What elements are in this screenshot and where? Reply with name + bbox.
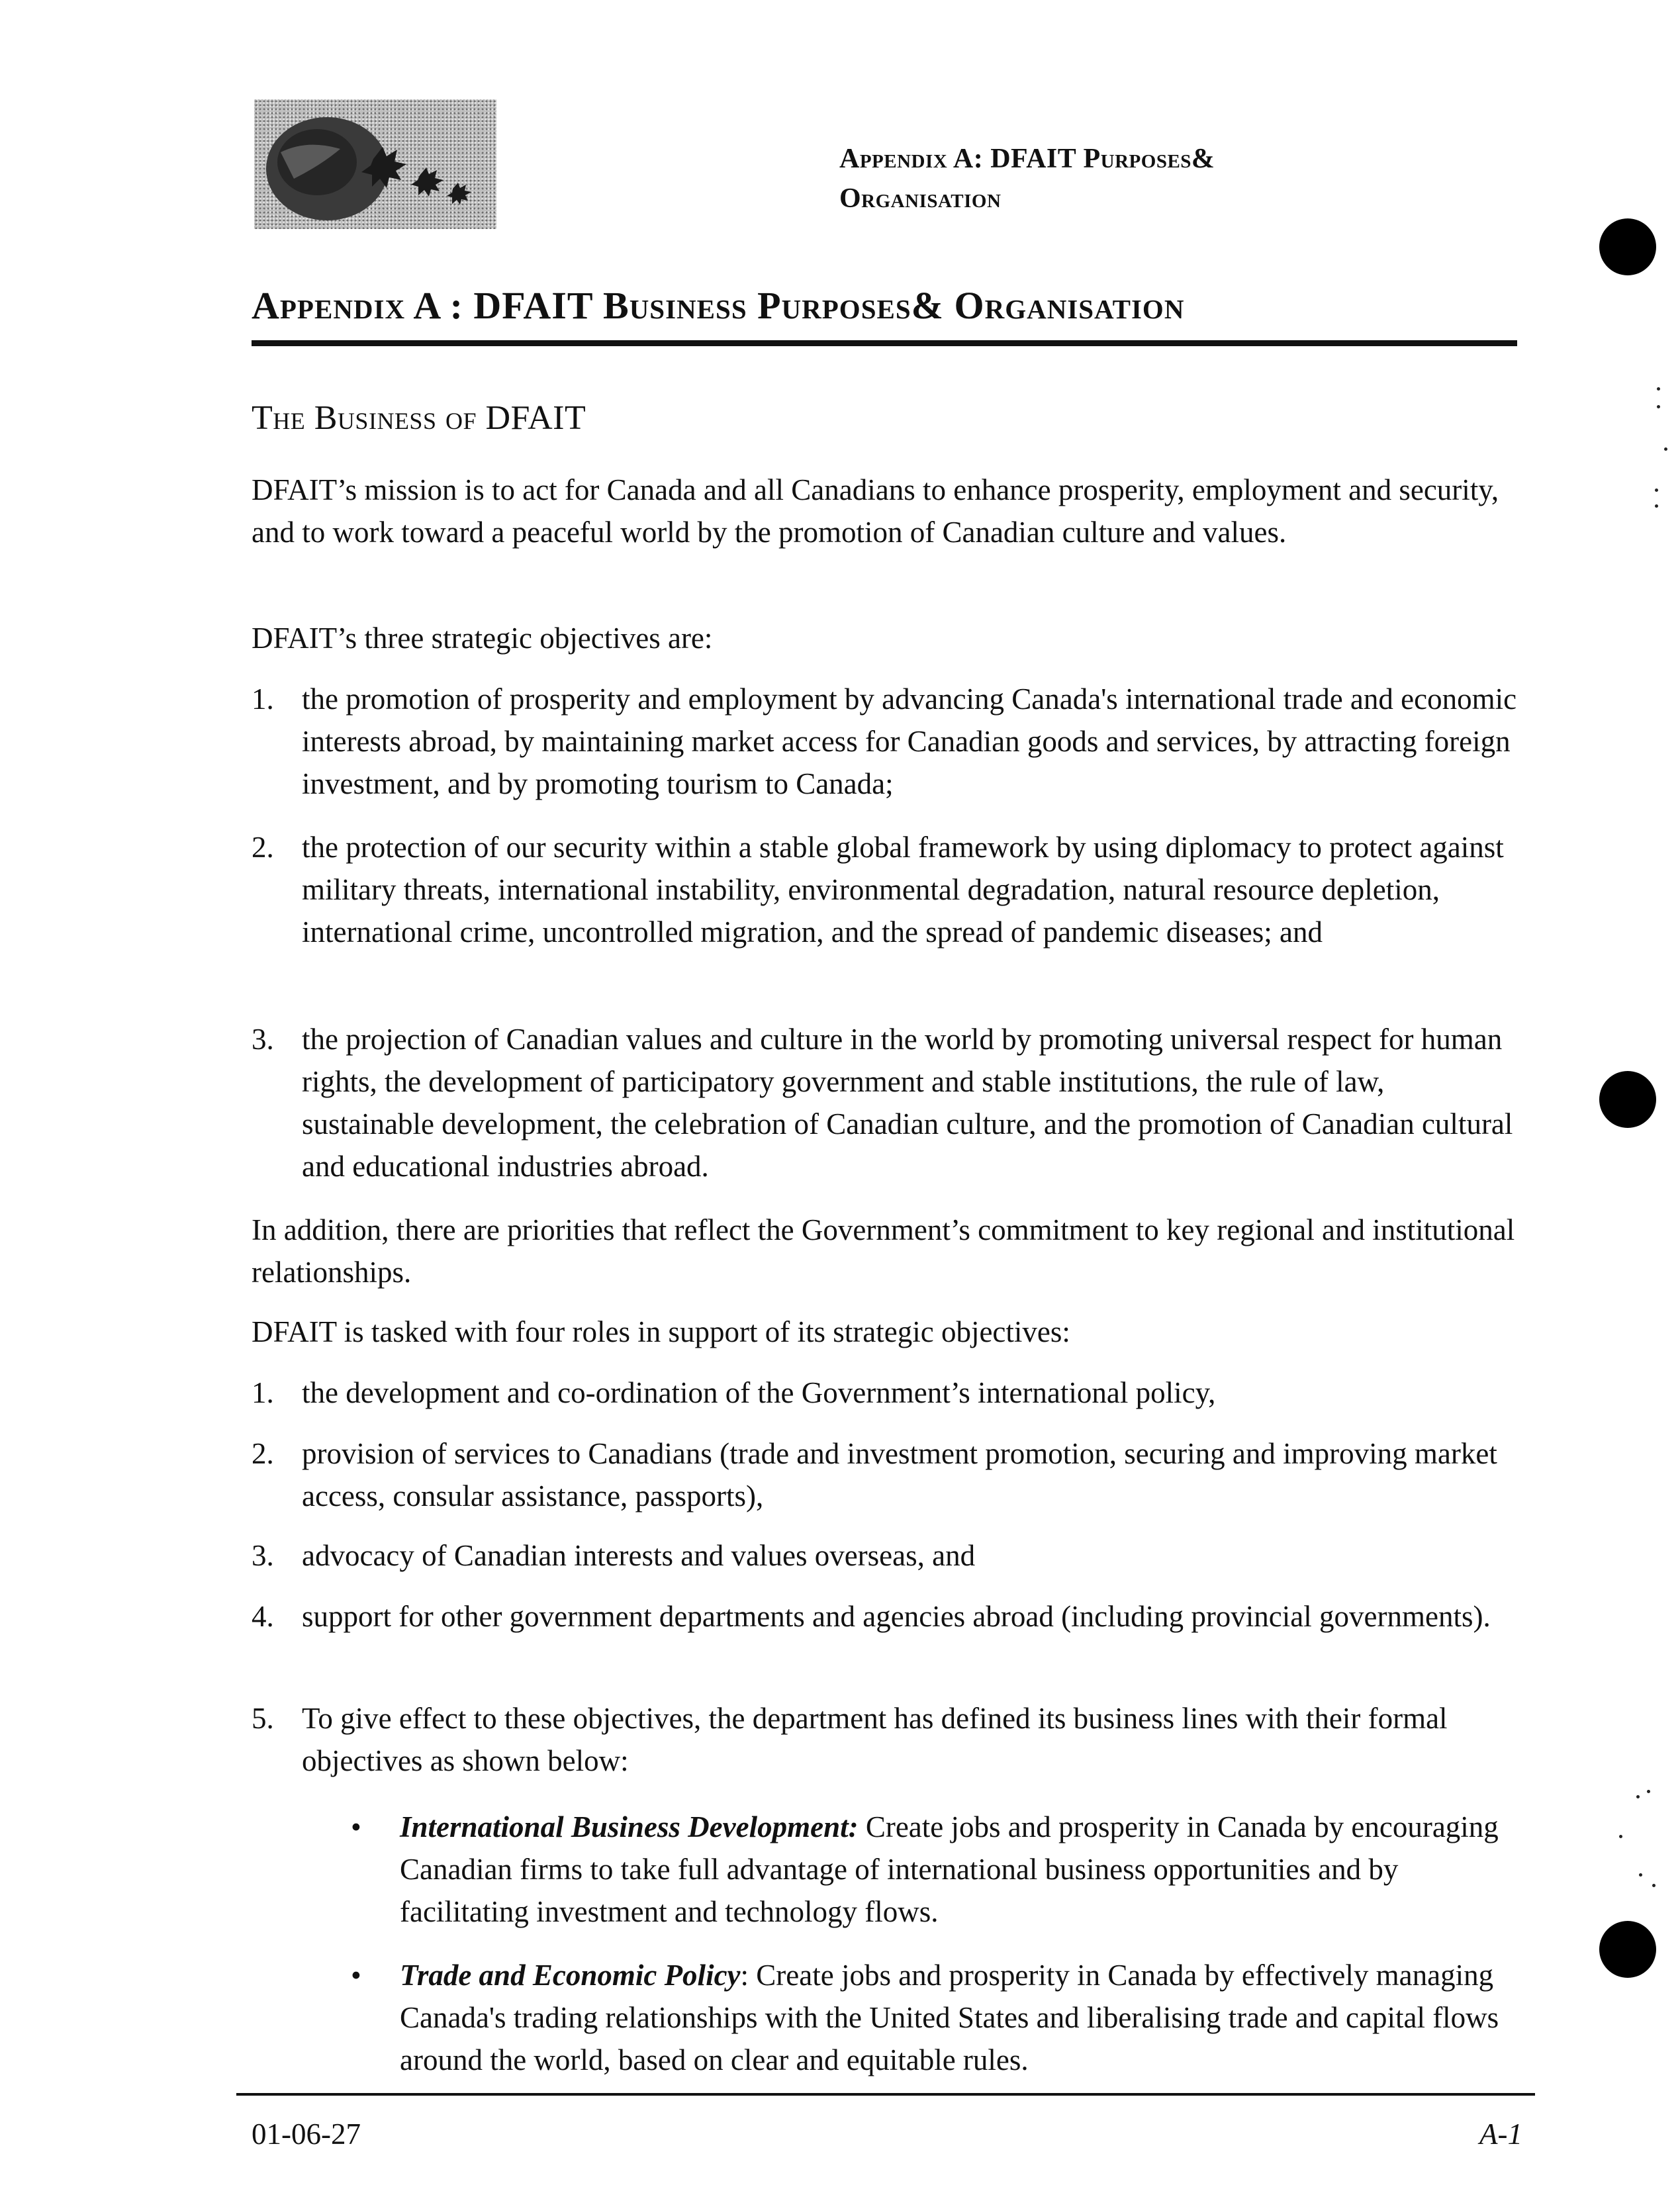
- list-item-text: the protection of our security within a stable global framework by using diplomacy to protect against military threats, international instability, environmental degradation, natural resource depletion, international crime, uncontrolled migration, and the spread of pandemic diseases; and: [302, 831, 1504, 949]
- scan-speck: [1657, 405, 1660, 408]
- list-item-text: support for other government departments and agencies abroad (including provincial governments).: [302, 1600, 1491, 1633]
- roles-intro: DFAIT is tasked with four roles in support of its strategic objectives:: [252, 1315, 1070, 1348]
- list-number: 5.: [252, 1702, 274, 1735]
- business-line-text: [400, 1954, 1512, 2081]
- punch-hole: [1599, 1921, 1656, 1978]
- page-number: A-1: [1479, 2117, 1522, 2151]
- title-rule-divider: [252, 340, 1517, 346]
- list-item-text: the projection of Canadian values and culture in the world by promoting universal respect for human rights, the development of participatory government and stable institutions, the rule of law, sustainable development, the celebration of Canadian culture, and the promotion of Canadian cultural and educational industries abroad.: [302, 1023, 1513, 1183]
- punch-hole: [1599, 218, 1656, 275]
- business-line-description: Create jobs and prosperity in Canada by encouraging Canadian firms to take full advantage of international business opportunities and by facilitating investment and technology flows.: [400, 1810, 1499, 1928]
- punch-hole: [1599, 1071, 1656, 1128]
- business-line-description: : Create jobs and prosperity in Canada by effectively managing Canada's trading relationships with the United States and liberalising trade and capital flows around the world, based on clear and equitable rules.: [400, 1959, 1499, 2076]
- bullet-icon: •: [351, 1959, 361, 1992]
- running-header-line-1: Appendix A: DFAIT Purposes&: [839, 144, 1215, 174]
- bullet-icon: •: [351, 1810, 361, 1843]
- scan-speck: [1657, 387, 1660, 391]
- footer-date: 01-06-27: [252, 2117, 361, 2151]
- list-number: 1.: [252, 682, 274, 716]
- list-number: 2.: [252, 1437, 274, 1470]
- section-heading: The Business of DFAIT: [252, 399, 586, 437]
- list-number: 3.: [252, 1539, 274, 1572]
- department-logo: [254, 99, 496, 229]
- business-line-text: [400, 1806, 1512, 1933]
- footer-rule-divider: [236, 2093, 1535, 2096]
- scan-speck: [1655, 489, 1658, 492]
- scan-speck: [1652, 1884, 1656, 1887]
- scan-speck: [1639, 1873, 1642, 1877]
- scan-speck: [1664, 447, 1667, 451]
- running-header-line-2: Organisation: [839, 183, 1002, 214]
- priorities-paragraph: In addition, there are priorities that reflect the Government’s commitment to key regional and institutional relationships.: [252, 1213, 1515, 1289]
- list-item-text: the development and co-ordination of the Government’s international policy,: [302, 1376, 1216, 1409]
- scan-speck: [1655, 504, 1658, 508]
- list-item-text: advocacy of Canadian interests and values overseas, and: [302, 1539, 976, 1572]
- list-number: 2.: [252, 831, 274, 864]
- list-item-text: provision of services to Canadians (trade and investment promotion, securing and improving market access, consular assistance, passports),: [302, 1437, 1497, 1512]
- business-line-term: International Business Development:: [400, 1810, 859, 1843]
- list-number: 3.: [252, 1023, 274, 1056]
- list-item-text: the promotion of prosperity and employment by advancing Canada's international trade and economic interests abroad, by maintaining market access for Canadian goods and services, by attracting foreign investment, and by promoting tourism to Canada;: [302, 682, 1517, 800]
- page-title: Appendix A : DFAIT Business Purposes& Organisation: [252, 284, 1185, 327]
- mission-paragraph: DFAIT’s mission is to act for Canada and all Canadians to enhance prosperity, employment and security, and to work toward a peaceful world by the promotion of Canadian culture and values.: [252, 473, 1499, 549]
- globe-maple-leaf-icon: [254, 99, 496, 229]
- list-item-text: To give effect to these objectives, the department has defined its business lines with their formal objectives as shown below:: [302, 1702, 1448, 1777]
- scan-speck: [1636, 1795, 1640, 1798]
- objectives-intro: DFAIT’s three strategic objectives are:: [252, 622, 713, 655]
- business-line-term: Trade and Economic Policy: [400, 1959, 741, 1992]
- list-number: 1.: [252, 1376, 274, 1409]
- list-number: 4.: [252, 1600, 274, 1633]
- scan-speck: [1647, 1790, 1650, 1793]
- running-header: [839, 139, 1435, 218]
- scan-speck: [1619, 1835, 1622, 1838]
